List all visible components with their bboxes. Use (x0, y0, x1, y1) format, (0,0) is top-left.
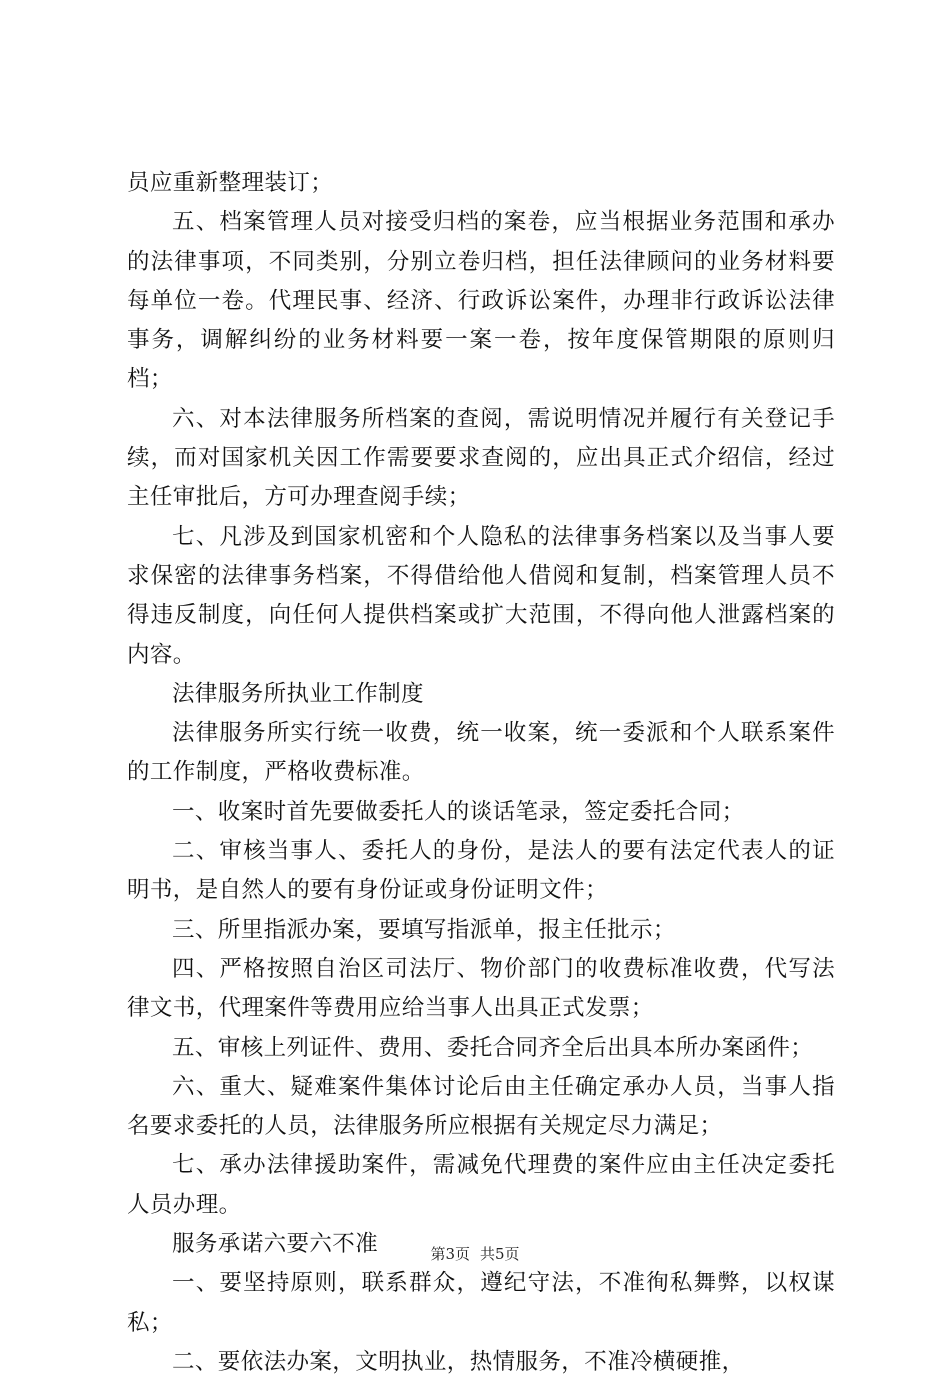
paragraph-practice-intro: 法律服务所实行统一收费，统一收案，统一委派和个人联系案件的工作制度，严格收费标准。 (127, 720, 835, 786)
paragraph-practice-item-5: 五、审核上列证件、费用、委托合同齐全后出具本所办案函件； (172, 1034, 814, 1061)
paragraph-archive-item-7: 七、凡涉及到国家机密和个人隐私的法律事务档案以及当事人要求保密的法律事务档案，不得借给他人借阅和复制，档案管理人员不得违反制度，向任何人提供档案或扩大范围，不得向他人泄露档案的内容。 (127, 523, 835, 668)
page-total: 共5页 (480, 1245, 520, 1263)
paragraph-pledge-item-1: 一、要坚持原则，联系群众，遵纪守法，不准徇私舞弊，以权谋私； (127, 1270, 835, 1336)
page-number: 第3页 (430, 1245, 470, 1263)
paragraph-practice-item-1: 一、收案时首先要做委托人的谈话笔录，签定委托合同； (172, 798, 745, 825)
paragraph-practice-item-6: 六、重大、疑难案件集体讨论后由主任确定承办人员，当事人指名要求委托的人员，法律服务所应根据有关规定尽力满足； (127, 1073, 835, 1140)
paragraph-practice-item-4: 四、严格按照自治区司法厅、物价部门的收费标准收费，代写法律文书，代理案件等费用应给当事人出具正式发票； (127, 955, 835, 1022)
paragraph-practice-item-7: 七、承办法律援助案件，需减免代理费的案件应由主任决定委托人员办理。 (127, 1152, 835, 1218)
paragraph-pledge-item-2: 二、要依法办案，文明执业，热情服务，不准冷横硬推， (172, 1348, 745, 1375)
page-footer (0, 1244, 950, 1264)
section-heading-practice-rules: 法律服务所执业工作制度 (172, 680, 424, 707)
section-heading-service-pledge: 服务承诺六要六不准 (172, 1231, 379, 1258)
paragraph-archive-item-6: 六、对本法律服务所档案的查阅，需说明情况并履行有关登记手续，而对国家机关因工作需要要求查阅的，应出具正式介绍信，经过主任审批后，方可办理查阅手续； (127, 405, 835, 511)
paragraph-continuation: 员应重新整理装订； (127, 170, 334, 196)
document-body (127, 164, 835, 1382)
paragraph-practice-item-2: 二、审核当事人、委托人的身份，是法人的要有法定代表人的证明书，是自然人的要有身份证或身份证明文件； (127, 838, 835, 904)
paragraph-practice-item-3: 三、所里指派办案，要填写指派单，报主任批示； (172, 916, 676, 943)
paragraph-archive-item-5: 五、档案管理人员对接受归档的案卷，应当根据业务范围和承办的法律事项，不同类别，分别立卷归档，担任法律顾问的业务材料要每单位一卷。代理民事、经济、行政诉讼案件，办理非行政诉讼法律事务，调解纠纷的业务材料要一案一卷，按年度保管期限的原则归档； (127, 209, 835, 393)
